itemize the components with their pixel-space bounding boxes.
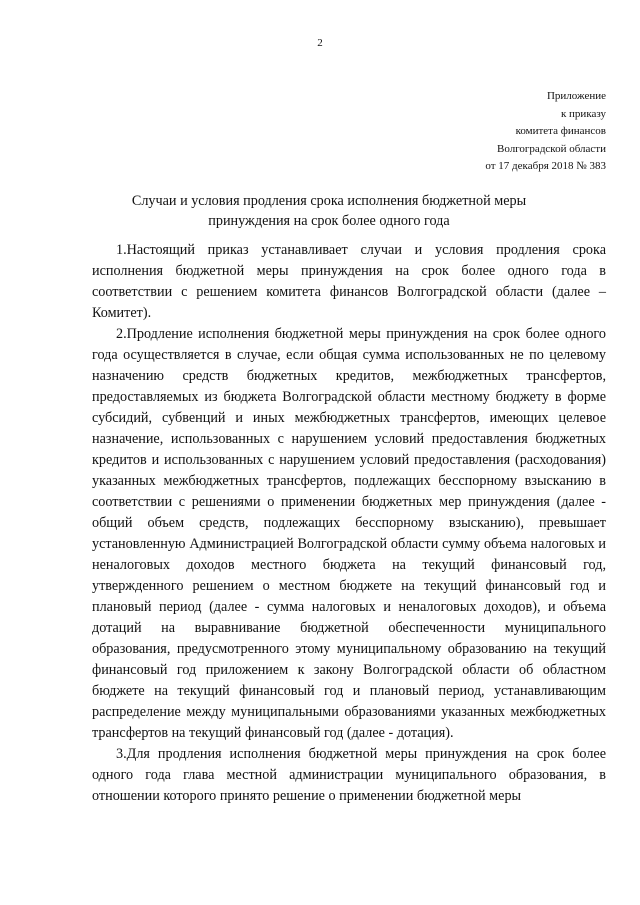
paragraph-2: 2.Продление исполнения бюджетной меры принуждения на срок более одного года осуществляется в случае, если общая сумма использованных не по целевому назначению средств бюджетных кредитов, межбюджетных трансфертов, предоставляемых из бюджета Волгоградской области местному бюджету в форме субсидий, субвенций и иных межбюджетных трансфертов, имеющих целевое назначение, использованных с нарушением условий предоставления бюджетных кредитов и использованных с нарушением условий предоставления (расходования) указанных межбюджетных трансфертов, подлежащих бесспорному взысканию в соответствии с решениями о применении бюджетных мер принуждения (далее - общий объем средств, подлежащих бесспорному взысканию), превышает установленную Администрацией Волгоградской области сумму объема налоговых и неналоговых доходов местного бюджета на текущий финансовый год, утвержденного решением о местном бюджете на текущий финансовый год и плановый период (далее - сумма налоговых и неналоговых доходов), и объема дотаций на выравнивание бюджетной обеспеченности муниципального образования, предусмотренного этому муниципальному образованию на текущий финансовый год приложением к закону Волгоградской области об областном бюджете на текущий финансовый год и плановый период, устанавливающим распределение между муниципальными образованиями указанных межбюджетных трансфертов на текущий финансовый год (далее - дотация). bbox=[92, 326, 606, 741]
page-number: 2 bbox=[317, 37, 323, 49]
appendix-line: к приказу bbox=[560, 107, 606, 120]
title-line: Случаи и условия продления срока исполнения бюджетной меры bbox=[131, 193, 527, 209]
appendix-line: Приложение bbox=[546, 90, 606, 102]
appendix-line: комитета финансов bbox=[515, 125, 606, 137]
paragraph-3: 3.Для продления исполнения бюджетной меры принуждения на срок более одного года глава местной администрации муниципального образования, в отношении которого принято решение о применении бюджетной меры bbox=[92, 746, 606, 804]
appendix-line: Волгоградской области bbox=[497, 142, 606, 155]
title-line: принуждения на срок более одного года bbox=[208, 213, 450, 229]
paragraph-1: 1.Настоящий приказ устанавливает случаи и условия продления срока исполнения бюджетной меры принуждения на срок более одного года в соответствии с решением комитета финансов Волгоградской области (далее – Комитет). bbox=[92, 242, 606, 321]
document-title bbox=[120, 191, 538, 231]
appendix-block bbox=[346, 88, 606, 176]
document-body bbox=[92, 240, 606, 807]
appendix-line: от 17 декабря 2018 № 383 bbox=[485, 160, 606, 172]
